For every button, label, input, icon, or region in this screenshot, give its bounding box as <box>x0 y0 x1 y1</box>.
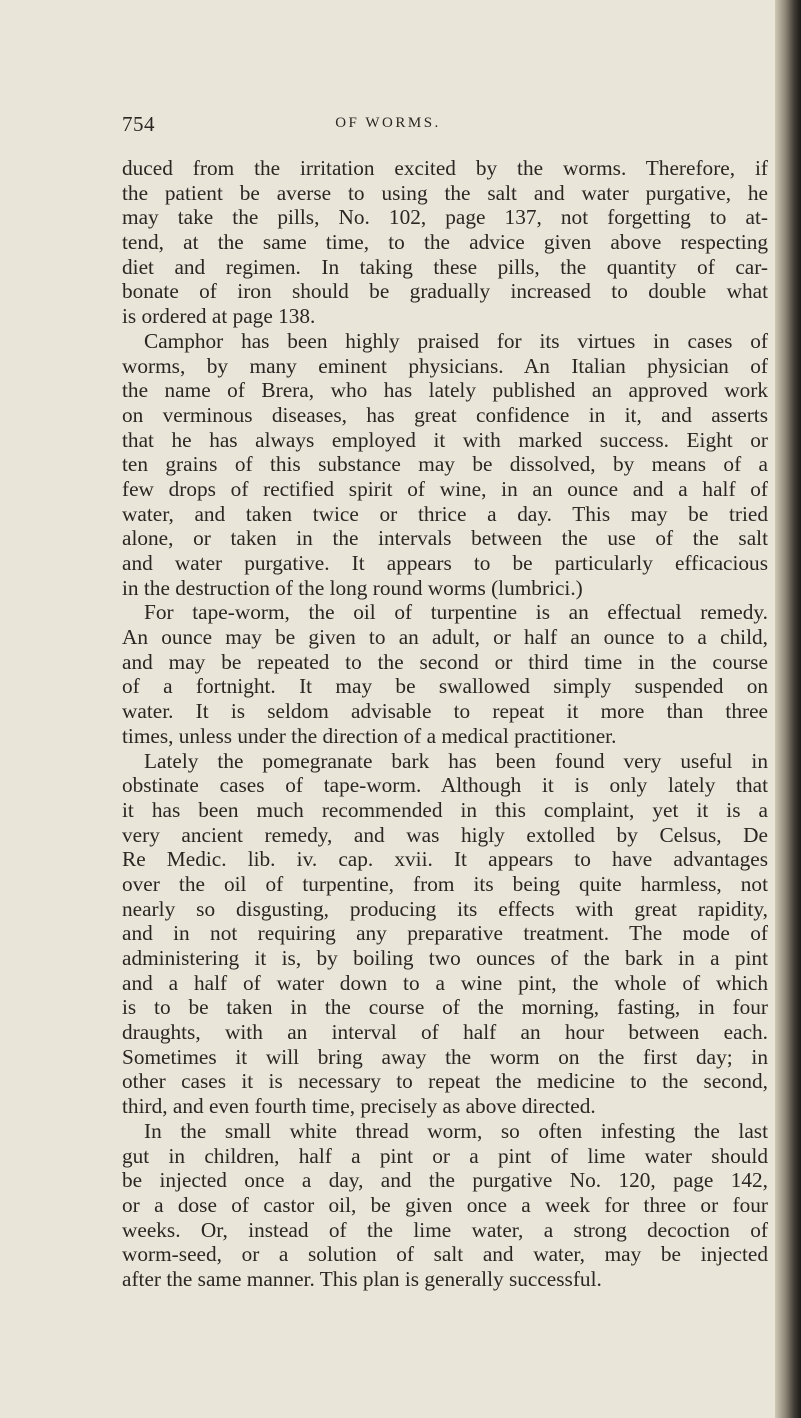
text-line: bonate of iron should be gradually increased to double what <box>122 279 768 304</box>
text-line: of a fortnight. It may be swallowed simply suspended on <box>122 674 768 699</box>
text-line: it has been much recommended in this complaint, yet it is a <box>122 797 768 822</box>
text-line: An ounce may be given to an adult, or half an ounce to a child, <box>122 625 768 650</box>
running-head: OF WORMS. <box>335 115 441 131</box>
text-line: and in not requiring any preparative treatment. The mode of <box>122 921 768 946</box>
text-line: gut in children, half a pint or a pint of lime water should <box>122 1143 768 1168</box>
text-line: administering it is, by boiling two ounces of the bark in a pint <box>122 946 768 970</box>
text-line: ten grains of this substance may be dissolved, by means of a <box>122 452 768 477</box>
text-line: and a half of water down to a wine pint, the whole of which <box>122 970 768 995</box>
text-line: over the oil of turpentine, from its being quite harmless, not <box>122 871 768 896</box>
body-text <box>122 156 768 1292</box>
page-header <box>0 112 780 142</box>
page-edge-shadow <box>775 0 801 1418</box>
text-line: In the small white thread worm, so often infesting the last <box>144 1118 768 1143</box>
text-line: in the destruction of the long round worms (lumbrici.) <box>122 575 583 600</box>
text-line: may take the pills, No. 102, page 137, not forgetting to at- <box>122 205 768 230</box>
text-line: times, unless under the direction of a medical practitioner. <box>122 723 617 748</box>
text-line: third, and even fourth time, precisely as above directed. <box>122 1094 596 1119</box>
text-line: alone, or taken in the intervals between the use of the salt <box>122 526 768 551</box>
text-line: and may be repeated to the second or third time in the course <box>122 649 768 674</box>
text-line: be injected once a day, and the purgative No. 120, page 142, <box>122 1168 768 1193</box>
text-line: or a dose of castor oil, be given once a week for three or four <box>122 1192 768 1217</box>
text-line: is ordered at page 138. <box>122 304 316 329</box>
text-line: weeks. Or, instead of the lime water, a strong decoction of <box>122 1217 768 1242</box>
text-line: diet and regimen. In taking these pills, the quantity of car- <box>122 254 768 279</box>
text-line: duced from the irritation excited by the worms. Therefore, if <box>122 156 768 180</box>
text-line: and water purgative. It appears to be particularly efficacious <box>122 551 768 575</box>
text-line: very ancient remedy, and was higly extolled by Celsus, De <box>122 822 768 847</box>
text-line: that he has always employed it with marked success. Eight or <box>122 427 768 452</box>
text-line: after the same manner. This plan is generally successful. <box>122 1266 602 1291</box>
text-line: worms, by many eminent physicians. An Italian physician of <box>122 353 768 378</box>
text-line: For tape-worm, the oil of turpentine is an effectual remedy. <box>144 600 768 625</box>
text-line: obstinate cases of tape-worm. Although it is only lately that <box>122 773 768 798</box>
text-line: tend, at the same time, to the advice given above respecting <box>122 230 768 255</box>
text-line: water, and taken twice or thrice a day. This may be tried <box>122 501 768 526</box>
text-line: Sometimes it will bring away the worm on the first day; in <box>122 1044 768 1069</box>
page-number: 754 <box>122 112 155 136</box>
text-line: nearly so disgusting, producing its effects with great rapidity, <box>122 896 768 921</box>
text-line: few drops of rectified spirit of wine, in an ounce and a half of <box>122 476 768 501</box>
text-line: Lately the pomegranate bark has been found very useful in <box>144 748 768 773</box>
text-line: other cases it is necessary to repeat the medicine to the second, <box>122 1069 768 1094</box>
text-line: water. It is seldom advisable to repeat it more than three <box>122 699 768 724</box>
text-line: is to be taken in the course of the morning, fasting, in four <box>122 995 768 1020</box>
text-line: the name of Brera, who has lately published an approved work <box>122 378 768 403</box>
text-line: Camphor has been highly praised for its virtues in cases of <box>144 328 768 353</box>
text-line: worm-seed, or a solution of salt and water, may be injected <box>122 1242 768 1267</box>
text-line: on verminous diseases, has great confidence in it, and asserts <box>122 402 768 427</box>
text-line: Re Medic. lib. iv. cap. xvii. It appears to have advantages <box>122 847 768 872</box>
text-line: draughts, with an interval of half an hour between each. <box>122 1020 768 1045</box>
text-line: the patient be averse to using the salt and water purgative, he <box>122 180 768 205</box>
